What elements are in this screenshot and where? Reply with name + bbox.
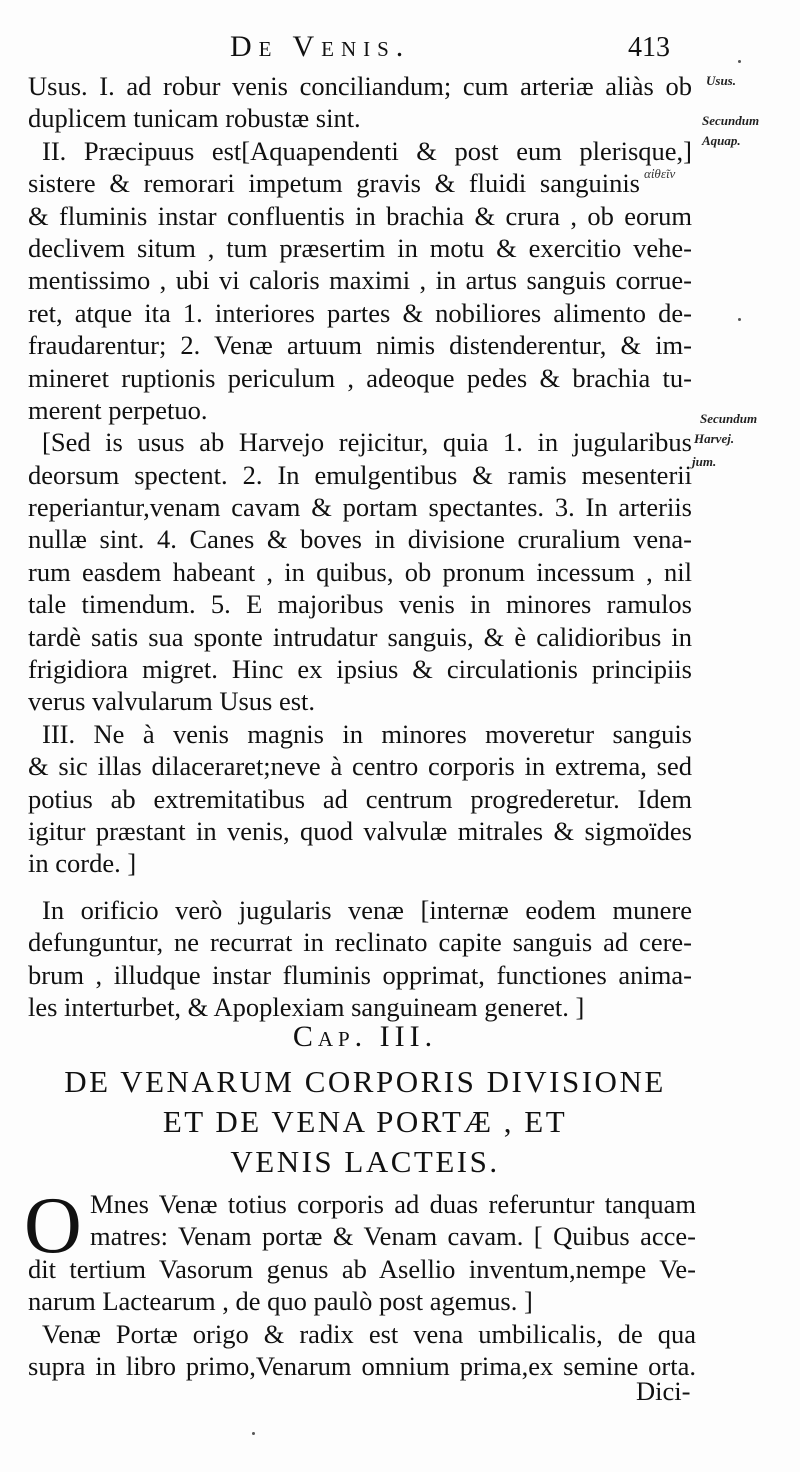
text-line: tardè satis sua sponte intrudatur sanguis, & è calidioribus in xyxy=(28,621,692,652)
text-line: merent perpetuo. xyxy=(28,394,208,425)
margin-note-greek: αἰθεῖν xyxy=(644,166,676,181)
section-venae-continued xyxy=(28,1253,696,1383)
margin-note-usus: Usus. xyxy=(706,73,736,88)
section-valvular-usus xyxy=(28,70,692,1023)
text-line: tale timendum. 5. E majoribus venis in minores ramulos xyxy=(28,589,692,620)
text-line: nullæ sint. 4. Canes & boves in divisione cruralium vena- xyxy=(28,524,692,555)
text-line: narum Lactearum , de quo paulò post agemus. ] xyxy=(28,1286,533,1317)
running-head: De Venis. xyxy=(230,30,411,63)
text-line: in corde. ] xyxy=(28,848,137,879)
text-line: supra in libro primo,Venarum omnium prima,ex semine orta. xyxy=(28,1351,696,1382)
text-line: mentissimo , ubi vi caloris maximi , in artus sanguis corrue- xyxy=(28,265,692,296)
text-line: II. Præcipuus est[Aquapendenti & post eum plerisque,] xyxy=(42,135,692,166)
text-line: igitur præstant in venis, quod valvulæ mitrales & sigmoïdes xyxy=(28,815,692,846)
text-line: fraudarentur; 2. Venæ artuum nimis distenderentur, & im- xyxy=(28,330,692,361)
text-line: & sic illas dilaceraret;neve à centro corporis in extrema, sed xyxy=(28,751,692,782)
catchword: Dici- xyxy=(636,1376,691,1406)
text-line: ret, atque ita 1. interiores partes & nobiliores alimento de- xyxy=(28,297,692,328)
text-line: reperiantur,venam cavam & portam spectantes. 3. In arteriis xyxy=(28,492,692,523)
text-line: III. Ne à venis magnis in minores moveretur sanguis xyxy=(42,718,692,749)
text-line: matres: Venam portæ & Venam cavam. [ Quibus acce- xyxy=(90,1221,696,1252)
text-line: sistere & remorari impetum gravis & fluidi sanguinis xyxy=(28,168,640,199)
page-number: 413 xyxy=(628,32,670,63)
drop-cap-initial: O xyxy=(24,1182,82,1270)
text-line: mineret ruptionis periculum , adeoque pedes & brachia tu- xyxy=(28,362,692,393)
text-line: dit tertium Vasorum genus ab Asellio inventum,nempe Ve- xyxy=(28,1254,696,1284)
text-line: potius ab extremitatibus ad centrum progrederetur. Idem xyxy=(28,783,692,814)
chapter-title-line-2: ET DE VENA PORTÆ , ET xyxy=(162,1104,568,1139)
margin-note-secundum-harv-2: Harvej. xyxy=(694,431,735,446)
margin-note-secundum-aquap-1: Secundum xyxy=(702,113,760,128)
margin-note-secundum-aquap-2: Aquap. xyxy=(702,133,741,148)
text-line: Usus. I. ad robur venis conciliandum; cum arteriæ aliàs ob xyxy=(28,71,692,101)
ink-speck xyxy=(252,1432,255,1435)
margin-note-secundum-harv-3: jum. xyxy=(692,454,717,469)
text-line: frigidiora migret. Hinc ex ipsius & circulationis principiis xyxy=(28,654,692,685)
text-line: defunguntur, ne recurrat in reclinato capite sanguis ad cere- xyxy=(28,927,692,958)
section-venae-intro xyxy=(90,1188,696,1253)
text-line: Venæ Portæ origo & radix est vena umbilicalis, de qua xyxy=(42,1318,696,1349)
text-line: brum , illudque instar fluminis opprimat, functiones anima- xyxy=(28,959,692,990)
text-line: verus valvularum Usus est. xyxy=(28,686,316,717)
text-line: declivem situm , tum præsertim in motu & exercitio vehe- xyxy=(28,232,692,263)
text-line: [Sed is usus ab Harvejo rejicitur, quia 1. in jugularibus xyxy=(42,427,692,458)
ink-speck xyxy=(738,318,741,321)
chapter-title-line-1: DE VENARUM CORPORIS DIVISIONE xyxy=(64,1064,666,1099)
chapter-label: Cap. III. xyxy=(292,1020,438,1053)
text-line: les interturbet, & Apoplexiam sanguineam generet. ] xyxy=(28,991,585,1022)
text-line: Mnes Venæ totius corporis ad duas referuntur tanquam xyxy=(90,1189,696,1219)
chapter-title-line-3: VENIS LACTEIS. xyxy=(230,1144,500,1179)
text-line: duplicem tunicam robustæ sint. xyxy=(28,103,361,134)
text-line: rum easdem habeant , in quibus, ob pronum incessum , nil xyxy=(28,556,692,587)
text-line: & fluminis instar confluentis in brachia & crura , ob eorum xyxy=(28,200,692,231)
text-line: In orificio verò jugularis venæ [internæ eodem munere xyxy=(42,894,692,925)
margin-note-secundum-harv-1: Secundum xyxy=(700,411,758,426)
text-line: deorsum spectent. 2. In emulgentibus & ramis mesenterii xyxy=(28,459,692,490)
ink-speck xyxy=(738,60,741,63)
